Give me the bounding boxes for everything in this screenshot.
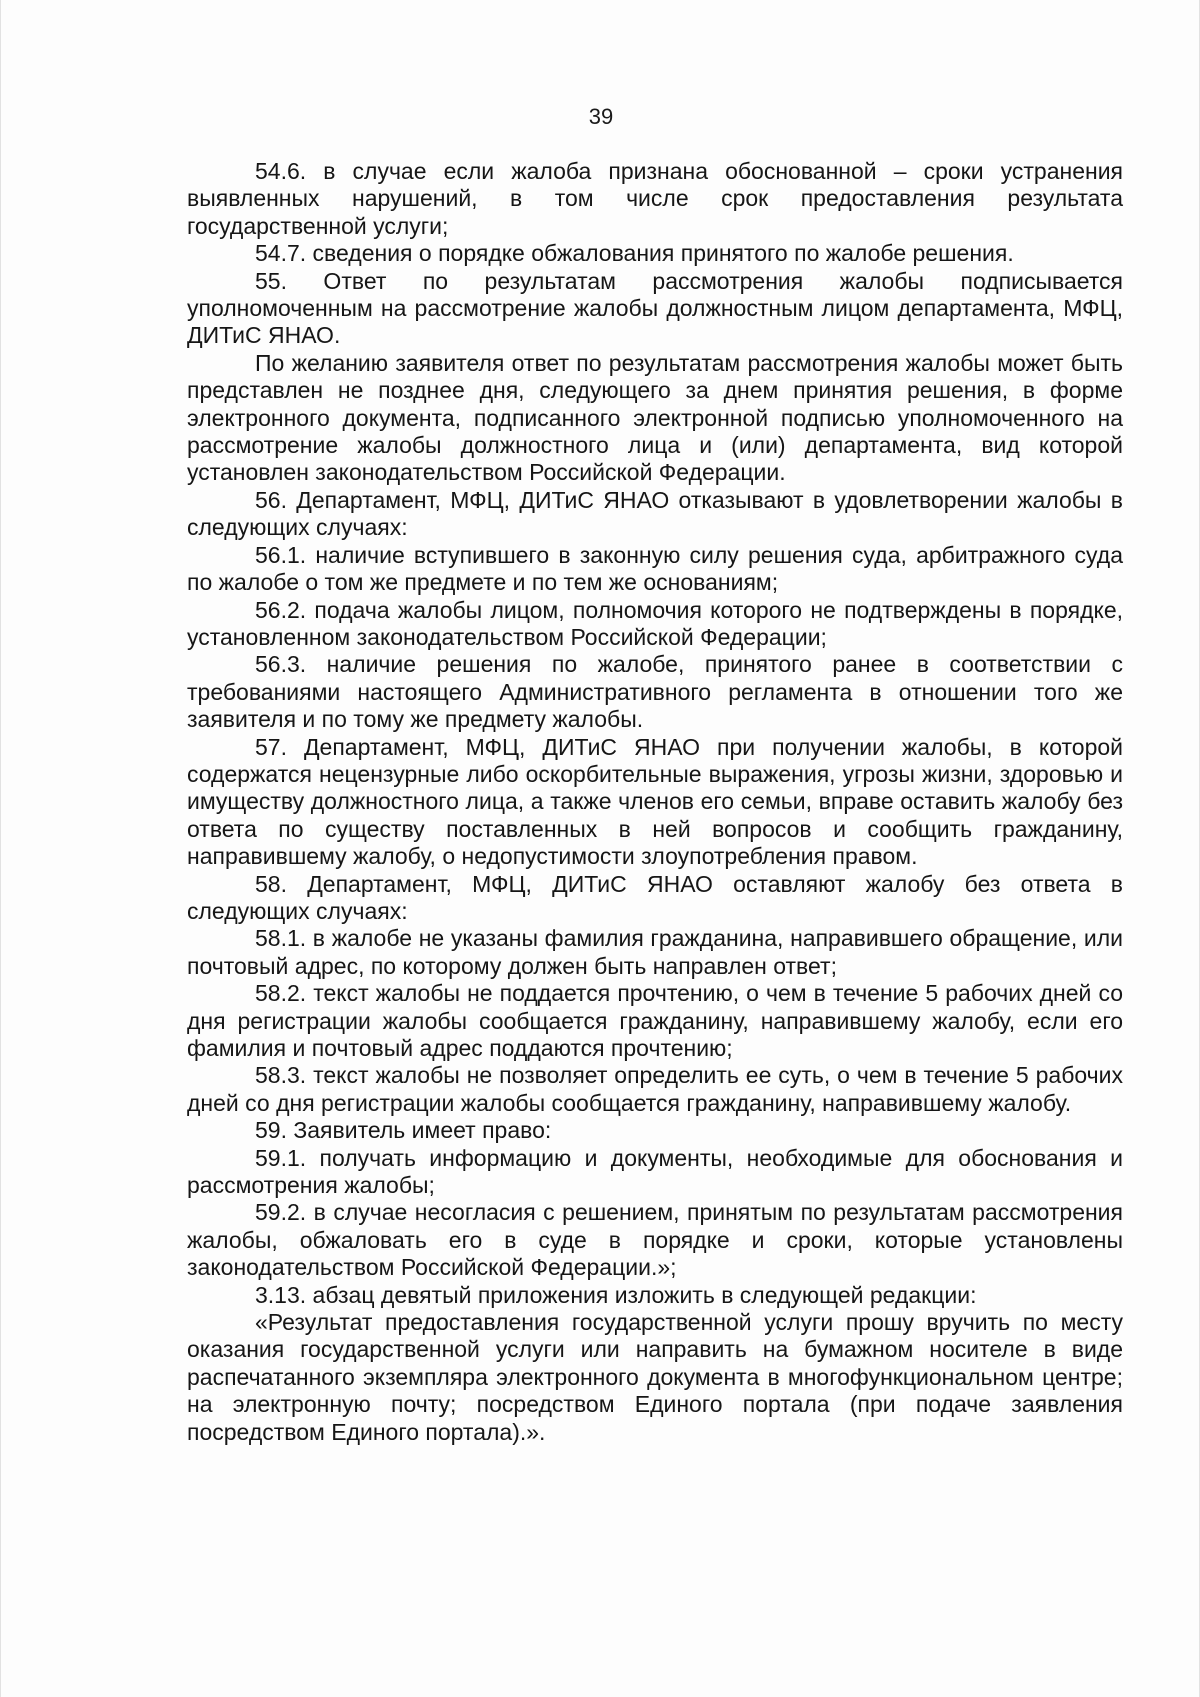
paragraph-55-electronic-answer: По желанию заявителя ответ по результатам рассмотрения жалобы может быть представлен не позднее дня, следующего за днем принятия решения, в форме электронного документа, подписанного электронной подписью уполномоченного на рассмотрение жалобы должностного лица и (или) департамента, вид которой установлен законодательством Российской Федерации. <box>187 349 1123 486</box>
paragraph-56-2: 56.2. подача жалобы лицом, полномочия которого не подтверждены в порядке, установленном законодательством Российской Федерации; <box>187 596 1123 650</box>
paragraph-56-1: 56.1. наличие вступившего в законную силу решения суда, арбитражного суда по жалобе о том же предмете и по тем же основаниям; <box>187 541 1123 596</box>
paragraph-59: 59. Заявитель имеет право: <box>255 1117 552 1144</box>
paragraph-59-2: 59.2. в случае несогласия с решением, принятым по результатам рассмотрения жалобы, обжаловать его в суде в порядке и сроки, которые установлены законодательством Российской Федерации.»; <box>187 1199 1123 1281</box>
paragraph-3-13: 3.13. абзац девятый приложения изложить в следующей редакции: <box>255 1281 977 1308</box>
paragraph-quoted-result: «Результат предоставления государственной услуги прошу вручить по месту оказания государственной услуги или направить на бумажном носителе в виде распечатанного экземпляра электронного документа в многофункциональном центре; на электронную почту; посредством Единого портала (при подаче заявления посредством Единого портала).». <box>187 1309 1123 1445</box>
paragraph-58-3: 58.3. текст жалобы не позволяет определить ее суть, о чем в течение 5 рабочих дней со дня регистрации жалобы сообщается гражданину, направившему жалобу. <box>187 1062 1123 1116</box>
paragraph-54-7: 54.7. сведения о порядке обжалования принятого по жалобе решения. <box>255 240 1014 267</box>
page-number: 39 <box>588 104 614 129</box>
paragraph-58-1: 58.1. в жалобе не указаны фамилия гражданина, направившего обращение, или почтовый адрес, по которому должен быть направлен ответ; <box>187 925 1123 979</box>
document-body <box>187 158 1123 1446</box>
paragraph-58: 58. Департамент, МФЦ, ДИТиС ЯНАО оставляют жалобу без ответа в следующих случаях: <box>187 870 1123 924</box>
paragraph-58-2: 58.2. текст жалобы не поддается прочтению, о чем в течение 5 рабочих дней со дня регистрации жалобы сообщается гражданину, направившему жалобу, если его фамилия и почтовый адрес поддаются прочтению; <box>187 980 1123 1061</box>
paragraph-57: 57. Департамент, МФЦ, ДИТиС ЯНАО при получении жалобы, в которой содержатся нецензурные либо оскорбительные выражения, угрозы жизни, здоровью и имуществу должностного лица, а также членов его семьи, вправе оставить жалобу без ответа по существу поставленных в ней вопросов и сообщить гражданину, направившему жалобу, о недопустимости злоупотребления правом. <box>187 733 1123 870</box>
paragraph-56-3: 56.3. наличие решения по жалобе, принятого ранее в соответствии с требованиями настоящего Административного регламента в отношении того же заявителя и по тому же предмету жалобы. <box>187 651 1123 733</box>
paragraph-59-1: 59.1. получать информацию и документы, необходимые для обоснования и рассмотрения жалобы; <box>187 1144 1123 1199</box>
paragraph-56: 56. Департамент, МФЦ, ДИТиС ЯНАО отказывают в удовлетворении жалобы в следующих случаях: <box>187 486 1123 541</box>
paragraph-55: 55. Ответ по результатам рассмотрения жалобы подписывается уполномоченным на рассмотрение жалобы должностным лицом департамента, МФЦ, ДИТиС ЯНАО. <box>187 267 1123 349</box>
paragraph-54-6: 54.6. в случае если жалоба признана обоснованной – сроки устранения выявленных нарушений, в том числе срок предоставления результата государственной услуги; <box>187 158 1123 239</box>
